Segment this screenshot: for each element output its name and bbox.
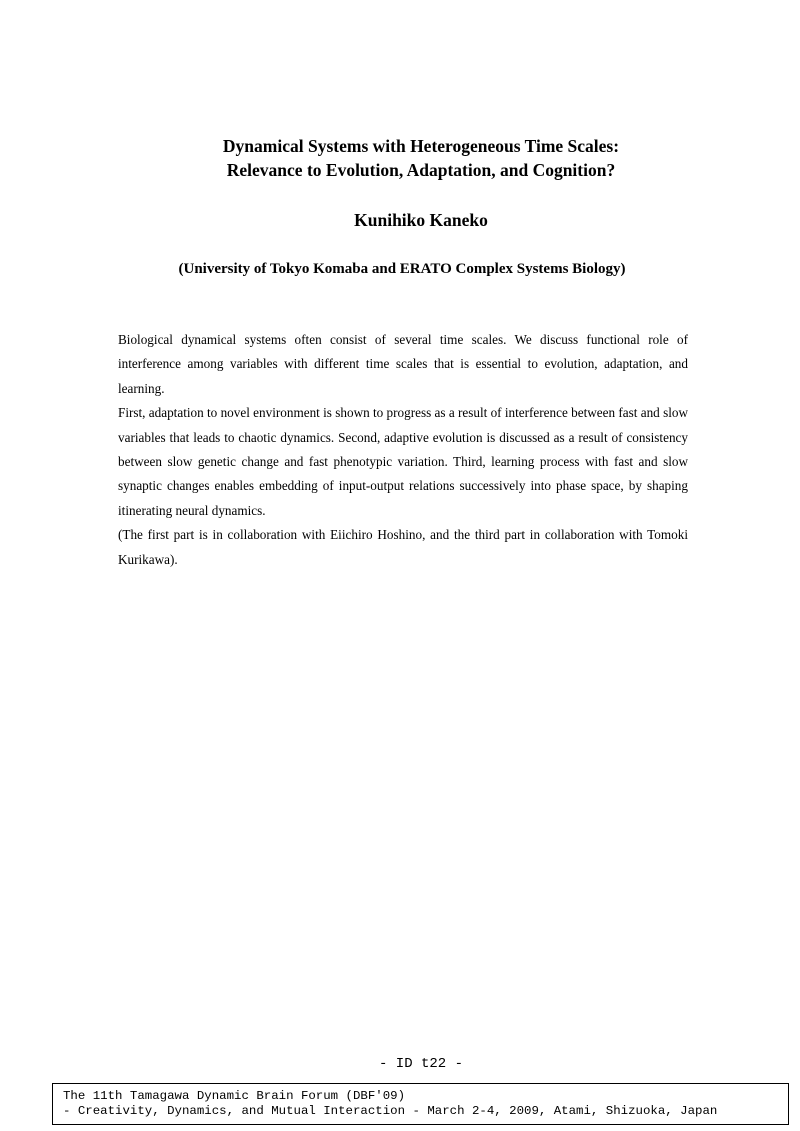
conference-footer — [52, 1083, 789, 1125]
author-affiliation: (University of Tokyo Komaba and ERATO Complex Systems Biology) — [178, 261, 626, 277]
title-line-1: Dynamical Systems with Heterogeneous Time Scales: — [222, 136, 620, 156]
title-line-2: Relevance to Evolution, Adaptation, and Cognition? — [226, 160, 616, 180]
paper-title — [0, 134, 800, 182]
author-name: Kunihiko Kaneko — [354, 210, 488, 230]
footer-conference-name: The 11th Tamagawa Dynamic Brain Forum (DBF'09) — [63, 1089, 406, 1103]
abstract-paragraph-3: (The first part is in collaboration with Eiichiro Hoshino, and the third part in collaboration with Tomoki Kurikawa). — [118, 527, 688, 567]
abstract-paragraph-2: First, adaptation to novel environment is shown to progress as a result of interference between fast and slow variables that leads to chaotic dynamics. Second, adaptive evolution is discussed as a result of consistency between slow genetic change and fast phenotypic variation. Third, learning process with fast and slow synaptic changes enables embedding of input-output relations successively into phase space, by shaping itinerating neural dynamics. — [118, 405, 688, 518]
abstract-paragraph-1: Biological dynamical systems often consist of several time scales. We discuss functional role of interference among variables with different time scales that is essential to evolution, adaptation, and learning. — [118, 332, 688, 396]
abstract — [118, 328, 688, 572]
footer-conference-details: - Creativity, Dynamics, and Mutual Interaction - March 2-4, 2009, Atami, Shizuoka, Japan — [63, 1104, 718, 1118]
page-id: - ID t22 - — [378, 1056, 463, 1072]
